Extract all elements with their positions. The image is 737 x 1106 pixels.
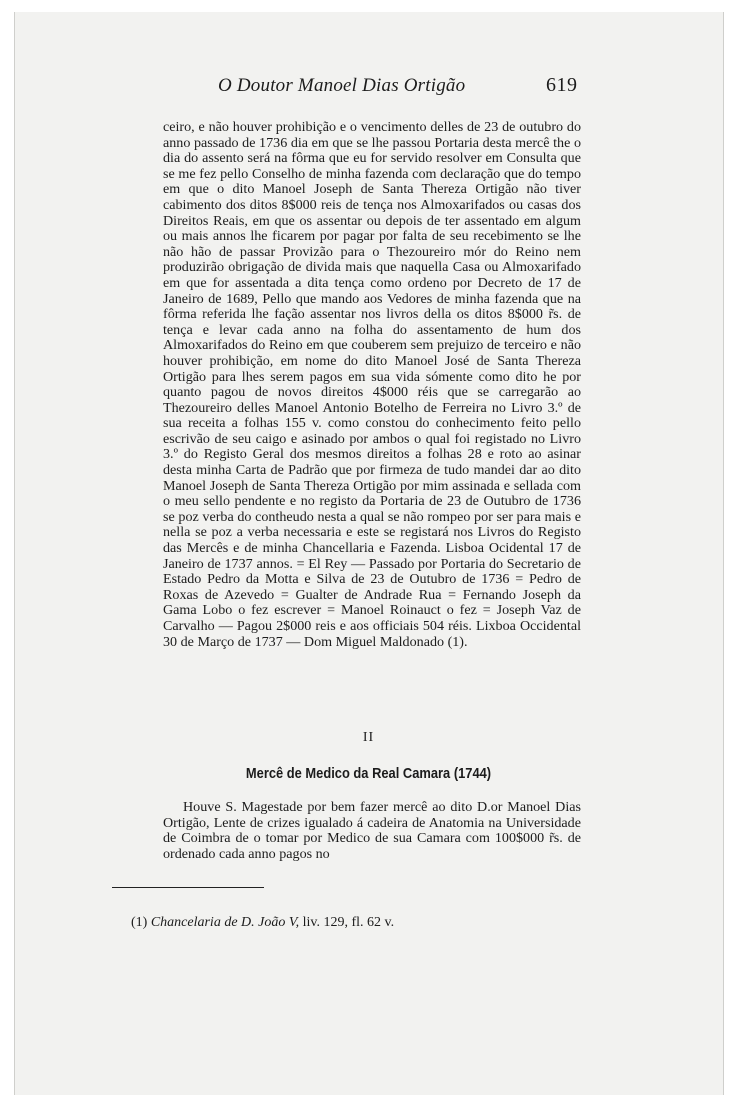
section-numeral: II	[362, 730, 375, 745]
page-number: 619	[546, 74, 578, 96]
body-text: ceiro, e não houver prohibição e o vencimento delles de 23 de outubro do anno passado de 1736 dia em que se lhe passou Portaria desta mercê the o dia do assento será na fôrma que eu for servido resolver em Consulta que se me fez pello Conselho de minha fazenda com declaração que do tempo em que o dito Manoel Joseph de Santa Thereza Ortigão não tiver cabimento dos ditos 8$000 reis de tença nos Almoxarifados ou casas dos Direitos Reais, em que os assentar ou depois de ter assentado em algum ou mais annos lhe ficarem por pagar por falta de seu recebimento se lhe não hão de passar Provizão para o Thezoureiro mór do Reino nem produzirão obrigação de divida mais que naquella Casa ou Almoxarifado em que for assentada a dita tença como ordeno por Decreto de 17 de Janeiro de 1689, Pello que mando aos Vedores de minha fazenda que na fôrma referida lhe fação assentar nos livros della os ditos 8$000 r̃s. de tença e levar cada anno na folha do assentamento de hum dos Almoxarifados do Reino em que couberem sem prejuizo de terceiro e não houver prohibição, em nome do dito Manoel José de Santa Thereza Ortigão para lhes serem pagos em sua vida sómente como dito he por quanto pagou de novos direitos 4$000 réis que se carregarão ao Thezoureiro delles Manoel Antonio Botelho de Ferreira no Livro 3.º de sua receita a folhas 155 v. como constou do conhecimento feito pello escrivão de seu caigo e asinado por ambos o qual foi registado no Livro 3.º do Registo Geral dos mesmos direitos a folhas 28 e roto ao asinar desta minha Carta de Padrão que por firmeza de tudo mandei dar ao dito Manoel Joseph de Santa Thereza Ortigão por mim assinada e sellada com o meu sello pendente e no registo da Portaria de 23 de Outubro de 1736 se poz verba do contheudo nesta a qual se não rompeo por ser para mais e nella se poz a verba necessaria e este se registará nos Livros do Registo das Mercês e de minha Chancellaria e Fazenda. Lisboa Ocidental 17 de Janeiro de 1737 annos. = El Rey — Passado por Portaria do Secretario de Estado Pedro da Motta e Silva de 23 de Outubro de 1736 = Pedro de Roxas de Azevedo = Gualter de Andrade Rua = Fernando Joseph da Gama Lobo o fez escrever = Manoel Roinauct o fez = Joseph Vaz de Carvalho — Pagou 2$000 reis e aos officiais 504 réis. Lixboa Occidental 30 de Março de 1737 — Dom Miguel Maldonado (1).	[163, 119, 581, 650]
section-heading: Mercê de Medico da Real Camara (1744)	[245, 765, 492, 782]
footnote-rule	[112, 887, 264, 888]
section-paragraph: Houve S. Magestade por bem fazer mercê ao dito D.or Manoel Dias Ortigão, Lente de crizes igualado á cadeira de Anatomia na Universidade de Coimbra de o tomar por Medico de sua Camara com 100$000 r̃s. de ordenado cada anno pagos no	[163, 799, 581, 862]
footnote-marker: (1)	[131, 915, 148, 930]
running-title: O Doutor Manoel Dias Ortigão	[218, 75, 466, 96]
footnote-reference: liv. 129, fl. 62 v.	[302, 915, 395, 930]
footnote	[131, 915, 394, 931]
footnote-source: Chancelaria de D. João V,	[150, 915, 300, 930]
